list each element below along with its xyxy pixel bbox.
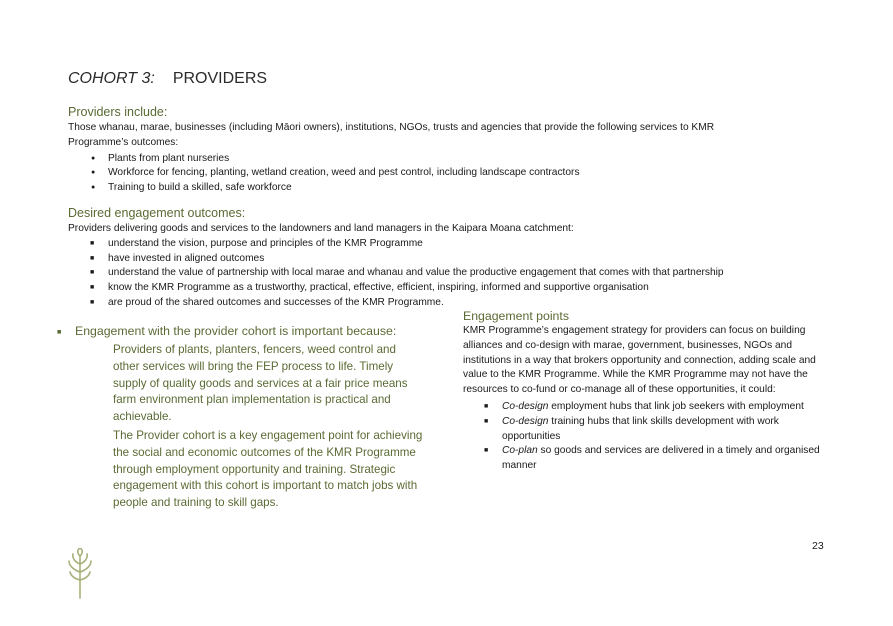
- list-item: ■ know the KMR Programme as a trustworthy, practical, effective, efficient, inspiring, informed and supportive organisation: [108, 281, 848, 296]
- list-item: ■ Providers of plants, planters, fencers, weed control and other services will bring the FEP process to life. Timely supply of quality goods and services at a fair price means farm environment plan implementation is practical and achievable.: [113, 342, 425, 426]
- engagement-points-list: [502, 400, 828, 474]
- item-text: training hubs that link skills development with work opportunities: [502, 415, 779, 442]
- item-lead: Co-design: [502, 415, 549, 427]
- list-item: ● Plants from plant nurseries: [108, 152, 828, 167]
- providers-section: [68, 121, 828, 196]
- list-item: ■ have invested in aligned outcomes: [108, 252, 848, 267]
- providers-intro-line1: Those whanau, marae, businesses (including Māori owners), institutions, NGOs, trusts and agencies that provide the following services to KMR: [68, 122, 715, 133]
- desired-section: [68, 222, 848, 311]
- importance-list: [113, 342, 425, 512]
- desired-heading: Desired engagement outcomes:: [68, 206, 246, 220]
- engagement-points-heading: Engagement points: [463, 309, 569, 323]
- desired-list: [108, 237, 848, 311]
- list-item: ● Workforce for fencing, planting, wetland creation, weed and pest control, including landscape contractors: [108, 166, 828, 181]
- fern-logo-icon: [64, 548, 96, 600]
- list-item: [502, 415, 828, 445]
- engagement-points-intro: KMR Programme’s engagement strategy for providers can focus on building alliances and co-design with marae, government, businesses, NGOs and institutions in a way that brokers opportunity and connection, adding scale and value to the KMR Programme. While the KMR Programme may not have the resources to co-fund or co-manage all of these opportunities, it could:: [463, 325, 816, 396]
- list-item: ■ understand the value of partnership with local marae and whanau and value the productive engagement that comes with that partnership: [108, 266, 848, 281]
- list-item: [502, 400, 828, 415]
- item-lead: Co-plan: [502, 445, 538, 457]
- item-text: so goods and services are delivered in a timely and organised manner: [502, 445, 820, 472]
- list-item: ● Training to build a skilled, safe workforce: [108, 181, 828, 196]
- page-number: 23: [812, 540, 824, 552]
- providers-intro-line2: Programme’s outcomes:: [68, 136, 179, 148]
- list-item: ■ understand the vision, purpose and principles of the KMR Programme: [108, 237, 848, 252]
- cohort-number: COHORT 3:: [68, 70, 155, 87]
- item-text: employment hubs that link job seekers with employment: [548, 400, 804, 412]
- cohort-name: PROVIDERS: [172, 70, 268, 87]
- providers-heading: Providers include:: [68, 105, 168, 119]
- importance-heading: Engagement with the provider cohort is important because:: [75, 324, 397, 338]
- importance-section: [75, 324, 425, 514]
- desired-intro: Providers delivering goods and services to the landowners and land managers in the Kaipara Moana catchment:: [68, 223, 574, 234]
- providers-list: [108, 152, 828, 196]
- item-lead: Co-design: [502, 400, 549, 412]
- list-item: ■ The Provider cohort is a key engagement point for achieving the social and economic outcomes of the KMR Programme through employment opportunity and training. Strategic engagement with this cohort is important to match jobs with people and training to skill gaps.: [113, 428, 425, 512]
- list-item: ■ are proud of the shared outcomes and successes of the KMR Programme.: [108, 296, 848, 311]
- list-item: [502, 444, 828, 474]
- engagement-points-section: [463, 309, 828, 474]
- page-title: [68, 70, 267, 88]
